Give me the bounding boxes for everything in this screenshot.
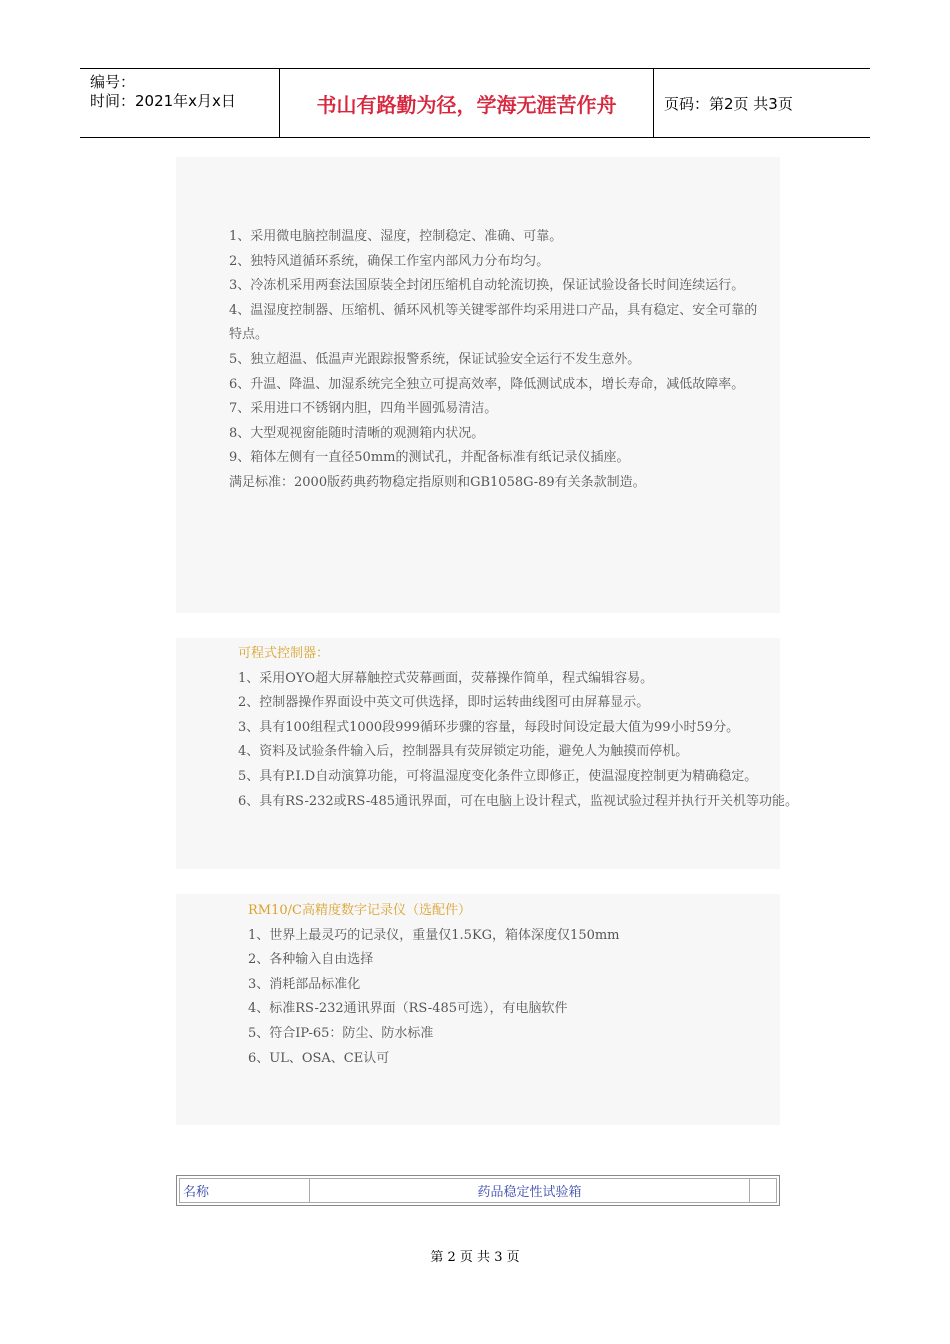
header-motto: 书山有路勤为径，学海无涯苦作舟 [280,69,654,137]
standard-line: 满足标准：2000版药典药物稳定指原则和GB1058G-89有关条款制造。 [229,474,646,490]
recorder-line: 6、UL、OSA、CE认可 [248,1050,390,1066]
page-header [80,68,870,138]
controller-line: 2、控制器操作界面设中英文可供选择，即时运转曲线图可由屏幕显示。 [238,695,650,711]
document-number-label: 编号： [90,73,136,91]
feature-line: 特点。 [229,327,269,343]
document-time-label: 时间：2021年x月x日 [90,92,236,110]
feature-line: 4、温湿度控制器、压缩机、循环风机等关键零部件均采用进口产品，具有稳定、安全可靠的 [229,302,758,318]
controller-line: 5、具有P.I.D自动演算功能，可将温湿度变化条件立即修正，使温湿度控制更为精确稳定。 [238,768,758,784]
feature-line: 7、采用进口不锈钢内胆，四角半圆弧易清洁。 [229,401,498,417]
feature-line: 1、采用微电脑控制温度、湿度，控制稳定、准确、可靠。 [229,229,563,244]
recorder-title: RM10/C高精度数字记录仪（选配件） [248,903,471,918]
recorder-line: 4、标准RS-232通讯界面（RS-485可选），有电脑软件 [248,1001,568,1017]
controller-title: 可程式控制器： [238,646,330,661]
name-value-cell: 药品稳定性试验箱 [310,1179,750,1202]
feature-line: 3、冷冻机采用两套法国原装全封闭压缩机自动轮流切换，保证试验设备长时间连续运行。 [229,278,745,294]
controller-line: 4、资料及试验条件输入后，控制器具有荧屏锁定功能，避免人为触摸而停机。 [238,744,689,760]
controller-line: 1、采用OYO超大屏幕触控式荧幕画面，荧幕操作简单，程式编辑容易。 [238,670,654,686]
recorder-line: 2、各种输入自由选择 [248,952,374,968]
controller-list [238,642,798,814]
product-table [176,1175,780,1206]
feature-line: 5、独立超温、低温声光跟踪报警系统，保证试验安全运行不发生意外。 [229,351,641,367]
features-list [229,225,757,496]
controller-panel [176,638,799,869]
feature-line: 6、升温、降温、加湿系统完全独立可提高效率，降低测试成本，增长寿命，减低故障率。 [229,376,745,392]
page-footer: 第 2 页 共 3 页 [430,1250,520,1265]
recorder-line: 1、世界上最灵巧的记录仪，重量仅1.5KG，箱体深度仅150mm [248,927,620,943]
recorder-panel [176,894,780,1125]
recorder-line: 5、符合IP-65：防尘、防水标准 [248,1025,434,1041]
feature-line: 8、大型观视窗能随时清晰的观测箱内状况。 [229,425,485,441]
table-row [179,1178,777,1203]
recorder-list [248,899,620,1071]
empty-cell [750,1179,776,1202]
feature-line: 9、箱体左侧有一直径50mm的测试孔，并配备标准有纸记录仪插座。 [229,450,630,466]
header-meta [80,69,280,137]
recorder-line: 3、消耗部品标准化 [248,976,361,992]
controller-line: 6、具有RS-232或RS-485通讯界面，可在电脑上设计程式，监视试验过程并执行开关机等功能。 [238,793,799,809]
header-page-info: 页码：第2页 共3页 [664,94,793,113]
name-label-cell: 名称 [180,1179,310,1202]
features-panel [176,157,780,613]
feature-line: 2、独特风道循环系统，确保工作室内部风力分布均匀。 [229,253,550,269]
controller-line: 3、具有100组程式1000段999循环步骤的容量，每段时间设定最大值为99小时59分。 [238,719,740,735]
